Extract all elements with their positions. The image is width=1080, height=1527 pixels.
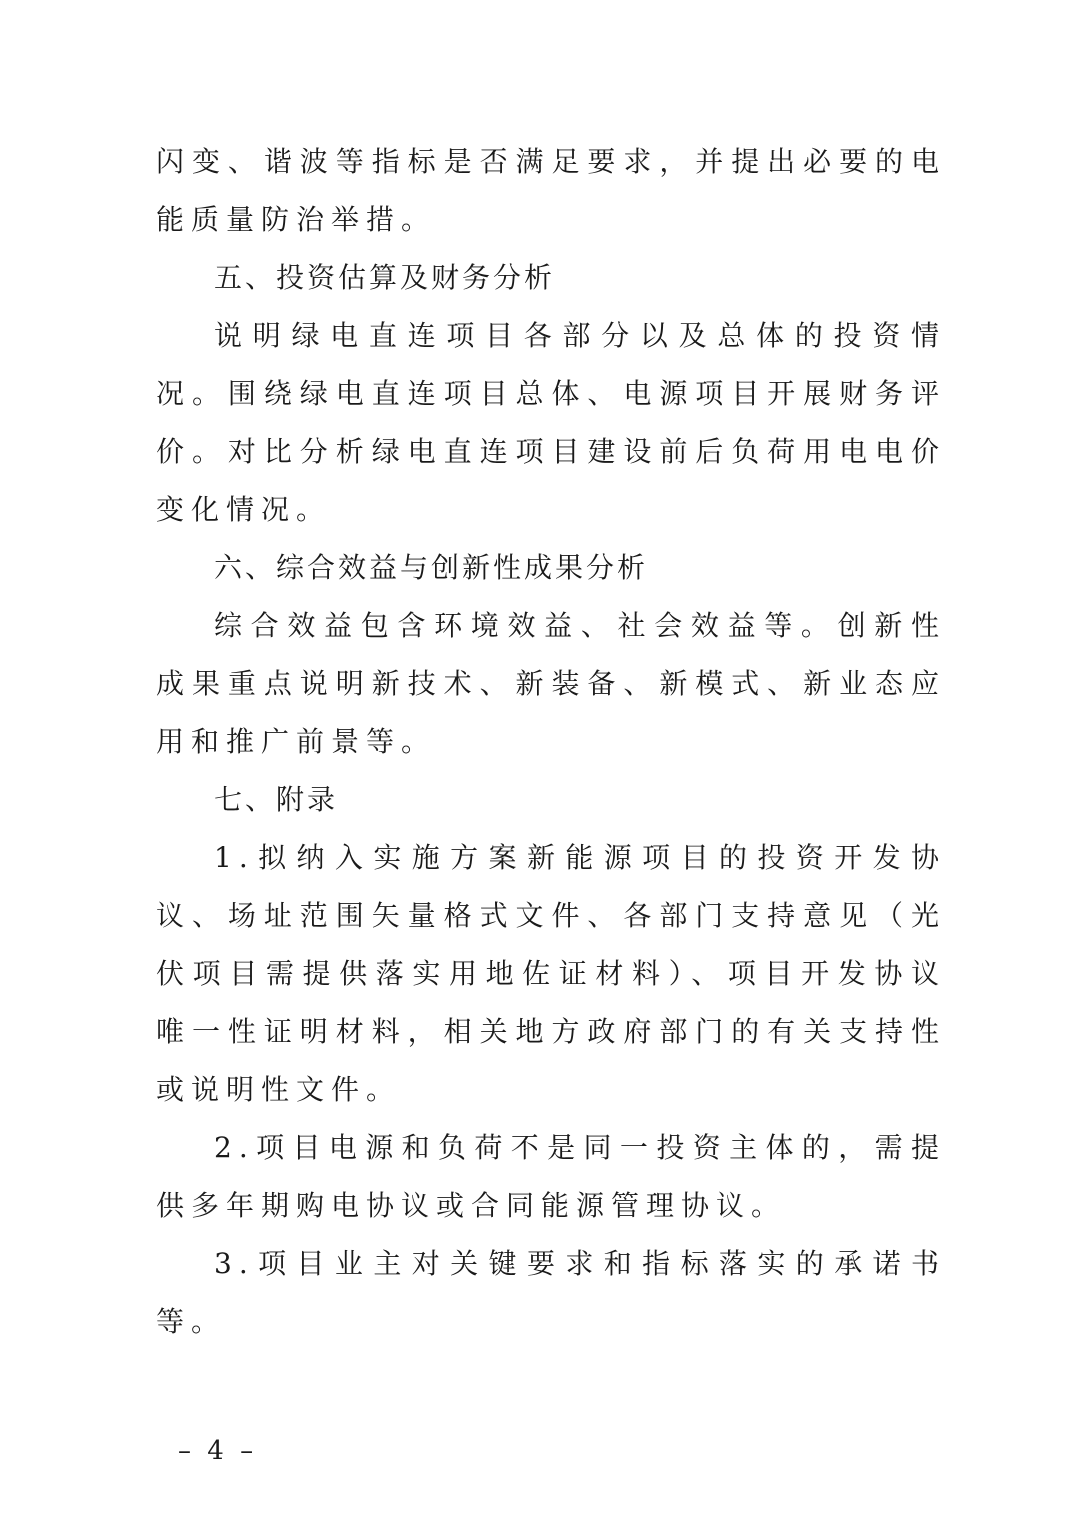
appendix-item-2: 2.项目电源和负荷不是同一投资主体的，需提供多年期购电协议或合同能源管理协议。: [156, 1131, 946, 1222]
page-number: – 4 –: [178, 1436, 258, 1466]
paragraph-continued: 闪变、谐波等指标是否满足要求，并提出必要的电能质量防治举措。: [156, 145, 946, 236]
paragraph-benefits: 综合效益包含环境效益、社会效益等。创新性成果重点说明新技术、新装备、新模式、新业态应用和推广前景等。: [156, 609, 946, 758]
paragraph-investment: 说明绿电直连项目各部分以及总体的投资情况。围绕绿电直连项目总体、电源项目开展财务评价。对比分析绿电直连项目建设前后负荷用电电价变化情况。: [156, 319, 946, 526]
appendix-item-3: 3.项目业主对关键要求和指标落实的承诺书等。: [156, 1247, 946, 1338]
section-heading-5: 五、投资估算及财务分析: [214, 261, 556, 294]
section-heading-7: 七、附录: [214, 783, 339, 816]
section-heading-6: 六、综合效益与创新性成果分析: [214, 551, 649, 584]
appendix-item-1: 1.拟纳入实施方案新能源项目的投资开发协议、场址范围矢量格式文件、各部门支持意见（光伏项目需提供落实用地佐证材料）、项目开发协议唯一性证明材料，相关地方政府部门的有关支持性或说明性文件。: [156, 841, 946, 1106]
document-body: [156, 133, 946, 1351]
